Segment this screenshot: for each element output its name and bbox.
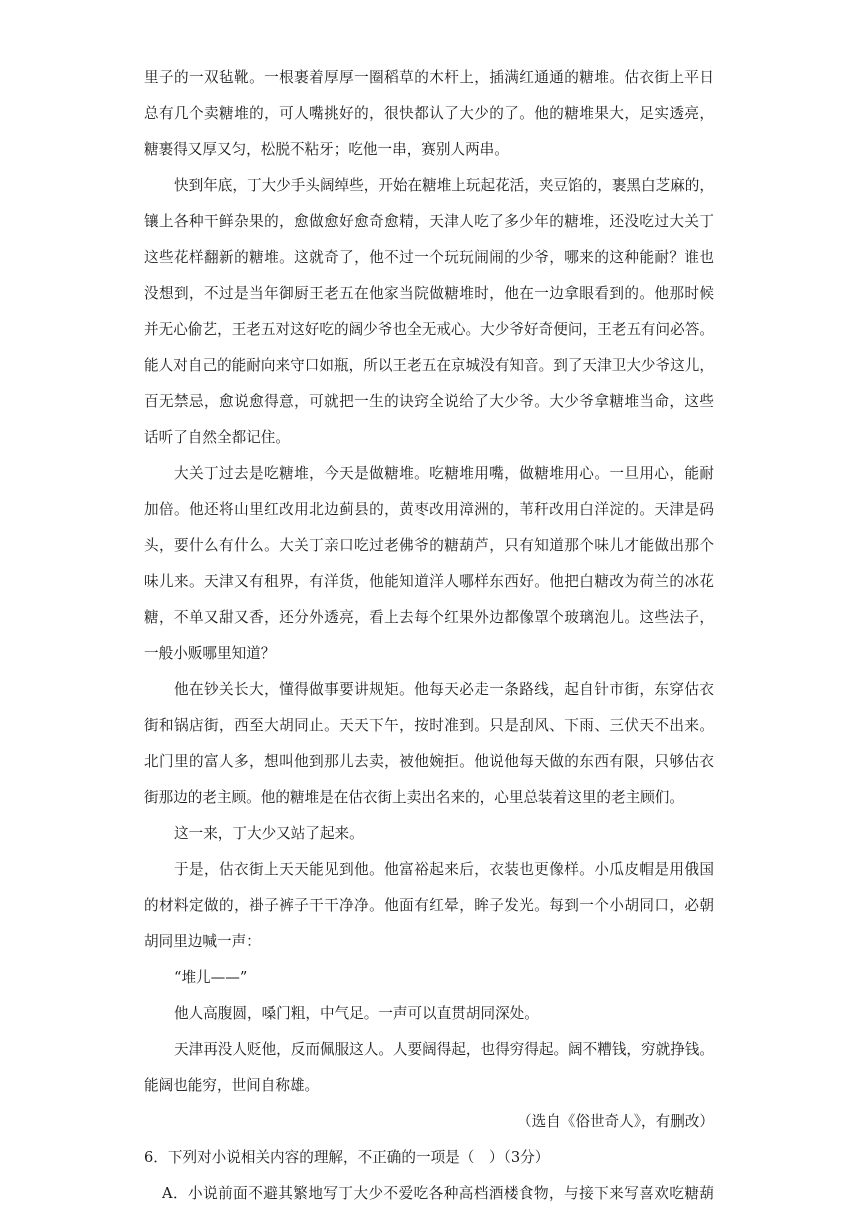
text-line: “堆儿——” <box>174 969 248 986</box>
text-line: 总有几个卖糖堆的，可人嘴挑好的，很快都认了大少的了。他的糖堆果大，足实透亮， <box>144 105 714 122</box>
text-line: 快到年底，丁大少手头阔绰些，开始在糖堆上玩起花活，夹豆馅的，裹黑白芝麻的， <box>174 177 714 194</box>
text-line: 糖，不单又甜又香，还分外透亮，看上去每个红果外边都像罩个玻璃泡儿。这些法子， <box>144 609 714 626</box>
text-line: 的材料定做的，褂子裤子干干净净。他面有红晕，眸子发光。每到一个小胡同口，必朝 <box>144 897 714 914</box>
source-attribution: （选自《俗世奇人》，有删改） <box>516 1113 714 1130</box>
text-line: 能人对自己的能耐向来守口如瓶，所以王老五在京城没有知音。到了天津卫大少爷这儿， <box>144 357 714 374</box>
text-line: 一般小贩哪里知道？ <box>144 645 276 662</box>
text-line: 能阔也能穷，世间自称雄。 <box>144 1077 320 1094</box>
text-line: 他人高腹圆，嗓门粗，中气足。一声可以直贯胡同深处。 <box>174 1005 539 1022</box>
text-line: 味儿来。天津又有租界，有洋货，他能知道洋人哪样东西好。他把白糖改为荷兰的冰花 <box>144 573 714 590</box>
text-line: 天津再没人贬他，反而佩服这人。人要阔得起，也得穷得起。阔不糟钱，穷就挣钱。 <box>174 1041 714 1058</box>
question-stem: 6．下列对小说相关内容的理解，不正确的一项是（ ）（3分） <box>144 1149 550 1166</box>
text-line: 镶上各种干鲜杂果的，愈做愈好愈奇愈精，天津人吃了多少年的糖堆，还没吃过大关丁 <box>144 213 714 230</box>
text-line: 这些花样翻新的糖堆。这就奇了，他不过一个玩玩闹闹的少爷，哪来的这种能耐？谁也 <box>144 249 714 266</box>
text-line: 糖裹得又厚又匀，松脱不粘牙；吃他一串，赛别人两串。 <box>144 141 509 158</box>
text-line: 没想到，不过是当年御厨王老五在他家当院做糖堆时，他在一边拿眼看到的。他那时候 <box>144 285 714 302</box>
text-line: 并无心偷艺，王老五对这好吃的阔少爷也全无戒心。大少爷好奇便问，王老五有问必答。 <box>144 321 714 338</box>
question-option-a: A．小说前面不避其繁地写丁大少不爱吃各种高档酒楼食物，与接下来写喜欢吃糖葫 <box>162 1185 714 1202</box>
text-line: 街和锅店街，西至大胡同止。天天下午，按时准到。只是刮风、下雨、三伏天不出来。 <box>144 717 714 734</box>
text-line: 胡同里边喊一声： <box>144 933 261 950</box>
text-line: 街那边的老主顾。他的糖堆是在估衣街上卖出名来的，心里总装着这里的老主顾们。 <box>144 789 684 806</box>
text-line: 里子的一双毡靴。一根裹着厚厚一圈稻草的木杆上，插满红通通的糖堆。估衣街上平日 <box>144 69 714 86</box>
text-line: 于是，估衣街上天天能见到他。他富裕起来后，衣装也更像样。小瓜皮帽是用俄国 <box>174 861 714 878</box>
text-line: 大关丁过去是吃糖堆，今天是做糖堆。吃糖堆用嘴，做糖堆用心。一旦用心，能耐 <box>174 465 714 482</box>
text-line: 加倍。他还将山里红改用北边蓟县的，黄枣改用漳洲的，苇秆改用白洋淀的。天津是码 <box>144 501 714 518</box>
text-line: 这一来，丁大少又站了起来。 <box>174 825 364 842</box>
text-line: 话听了自然全都记住。 <box>144 429 290 446</box>
text-line: 他在钞关长大，懂得做事要讲规矩。他每天必走一条路线，起自针市街，东穿估衣 <box>174 681 714 698</box>
text-line: 头，要什么有什么。大关丁亲口吃过老佛爷的糖葫芦，只有知道那个味儿才能做出那个 <box>144 537 714 554</box>
text-line: 百无禁忌，愈说愈得意，可就把一生的诀窍全说给了大少爷。大少爷拿糖堆当命，这些 <box>144 393 714 410</box>
text-line: 北门里的富人多，想叫他到那儿去卖，被他婉拒。他说他每天做的东西有限，只够估衣 <box>144 753 714 770</box>
